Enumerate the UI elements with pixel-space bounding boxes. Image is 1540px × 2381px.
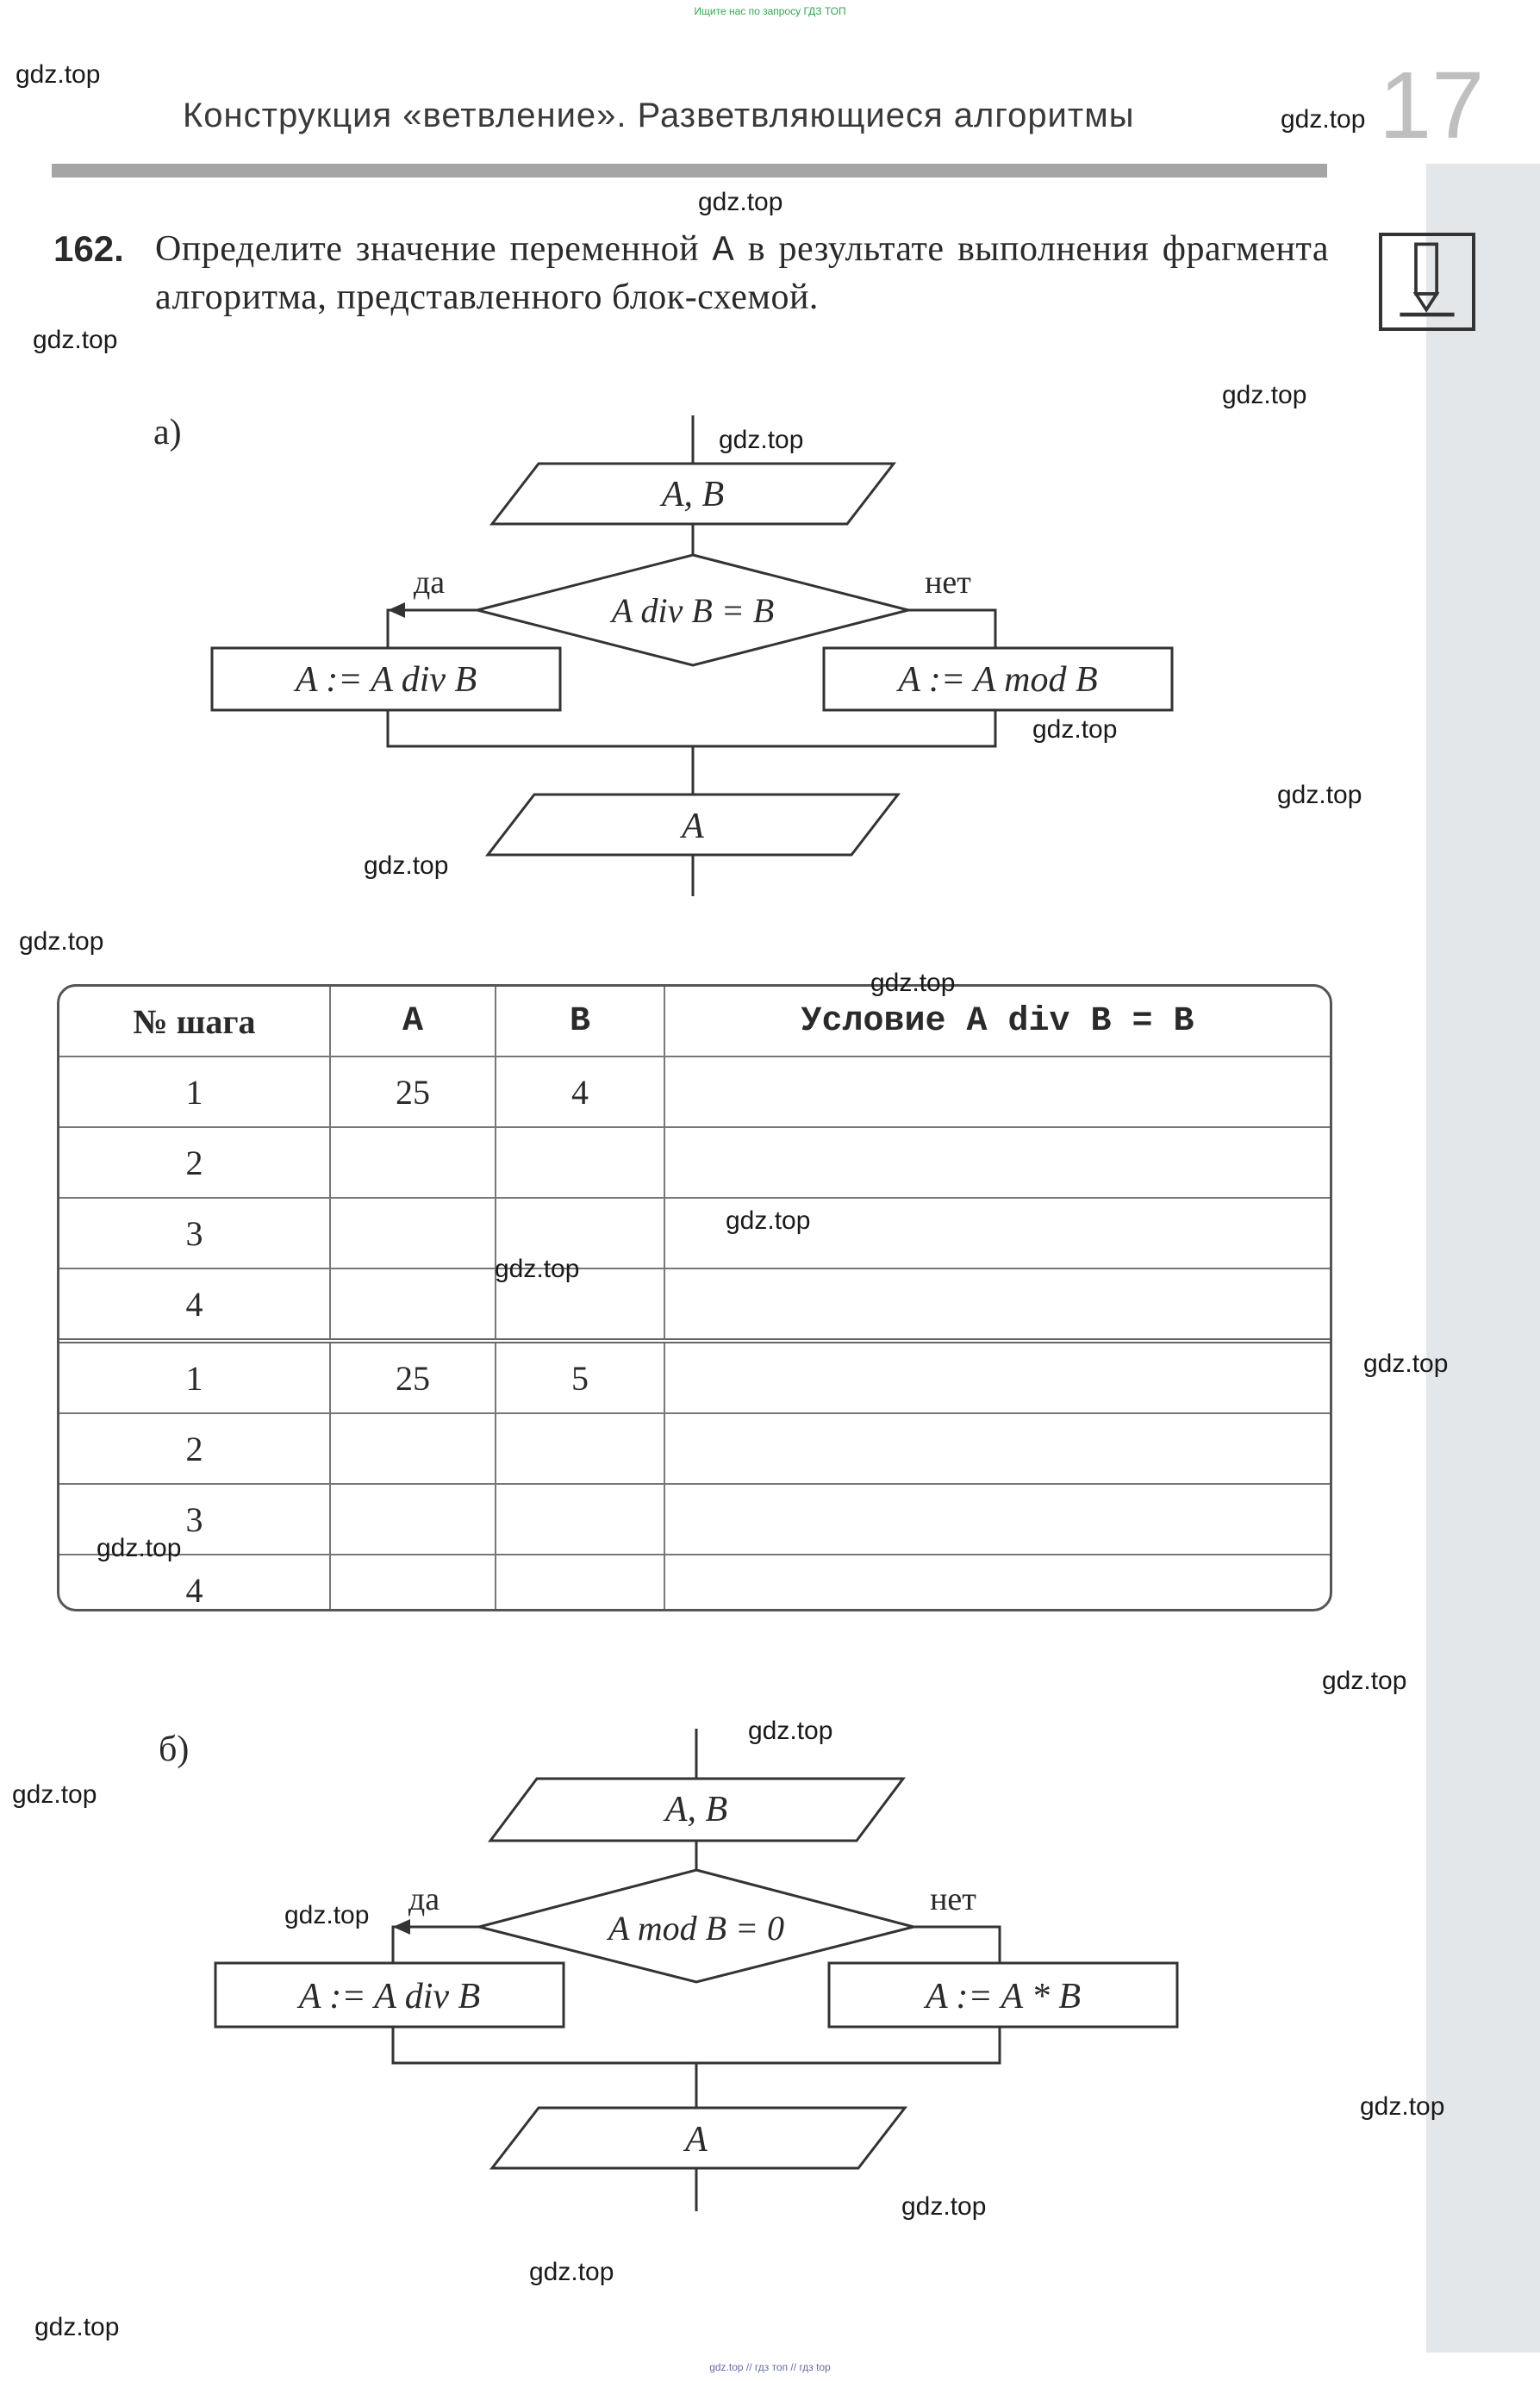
task-text-start: Определите значение переменной: [155, 229, 713, 269]
watermark: gdz.top: [1363, 1349, 1449, 1378]
watermark: gdz.top: [719, 426, 804, 454]
cell-step: 4: [59, 1555, 330, 1611]
condition-text-a: A div B = B: [611, 591, 775, 630]
header-condition: Условие A div B = B: [664, 987, 1330, 1056]
watermark: gdz.top: [870, 969, 956, 997]
cell-step: 2: [59, 1127, 330, 1198]
no-action-b: A := A * B: [925, 1977, 1082, 2016]
watermark: gdz.top: [12, 1780, 97, 1809]
watermark: gdz.top: [1032, 715, 1118, 744]
watermark: gdz.top: [1322, 1667, 1407, 1695]
cell-step: 1: [59, 1056, 330, 1127]
part-a-label: а): [153, 413, 182, 452]
no-label-b: нет: [930, 1881, 976, 1917]
cell-a[interactable]: 25: [330, 1056, 496, 1127]
condition-text-b: A mod B = 0: [608, 1909, 785, 1948]
watermark: gdz.top: [284, 1901, 370, 1929]
no-action-a: A := A mod B: [898, 660, 1098, 700]
input-text-b: A, B: [664, 1790, 728, 1829]
cell-b[interactable]: 4: [496, 1056, 664, 1127]
header-b: B: [496, 987, 664, 1056]
watermark: gdz.top: [1281, 105, 1366, 134]
page-number: 17: [1379, 53, 1485, 159]
part-b-label: б): [159, 1730, 190, 1769]
output-text-b: A: [685, 2120, 708, 2160]
cell-step: 1: [59, 1341, 330, 1413]
watermark: gdz.top: [495, 1255, 580, 1283]
yes-action-b: A := A div B: [298, 1977, 481, 2016]
cell-step: 3: [59, 1484, 330, 1555]
input-text-a: A, B: [661, 475, 725, 514]
cell-a[interactable]: 25: [330, 1341, 496, 1413]
no-label-a: нет: [925, 564, 971, 601]
watermark: gdz.top: [748, 1717, 833, 1745]
cell-step: 3: [59, 1198, 330, 1268]
header-step: № шага: [59, 987, 330, 1056]
task-variable: A: [712, 230, 735, 271]
task-text-end: в результате выполнения фрагмента алгоритма, представленного блок-схемой.: [155, 229, 1329, 317]
top-note: Ищите нас по запросу ГДЗ ТОП: [694, 5, 846, 17]
header-a: A: [330, 987, 496, 1056]
yes-action-a: A := A div B: [295, 660, 477, 700]
task-number: 162.: [53, 228, 124, 269]
watermark: gdz.top: [901, 2192, 987, 2221]
watermark: gdz.top: [97, 1534, 182, 1562]
cell-b[interactable]: 5: [496, 1341, 664, 1413]
output-text-a: A: [682, 807, 704, 846]
yes-label-b: да: [408, 1881, 440, 1917]
watermark: gdz.top: [364, 851, 449, 880]
watermark: gdz.top: [19, 927, 104, 956]
cell-step: 4: [59, 1268, 330, 1341]
watermark: gdz.top: [34, 2313, 120, 2341]
bottom-note: gdz.top // гдз топ // гдз top: [709, 2361, 831, 2373]
watermark: gdz.top: [1222, 381, 1307, 409]
cell-step: 2: [59, 1413, 330, 1484]
watermark: gdz.top: [33, 326, 118, 354]
watermark: gdz.top: [529, 2258, 614, 2286]
chapter-title: Конструкция «ветвление». Разветвляющиеся алгоритмы: [183, 97, 1135, 134]
watermark: gdz.top: [1277, 781, 1362, 809]
yes-label-a: да: [413, 564, 446, 601]
watermark: gdz.top: [726, 1206, 811, 1235]
watermark: gdz.top: [1360, 2092, 1445, 2121]
watermark: gdz.top: [698, 188, 783, 216]
watermark: gdz.top: [16, 60, 101, 89]
